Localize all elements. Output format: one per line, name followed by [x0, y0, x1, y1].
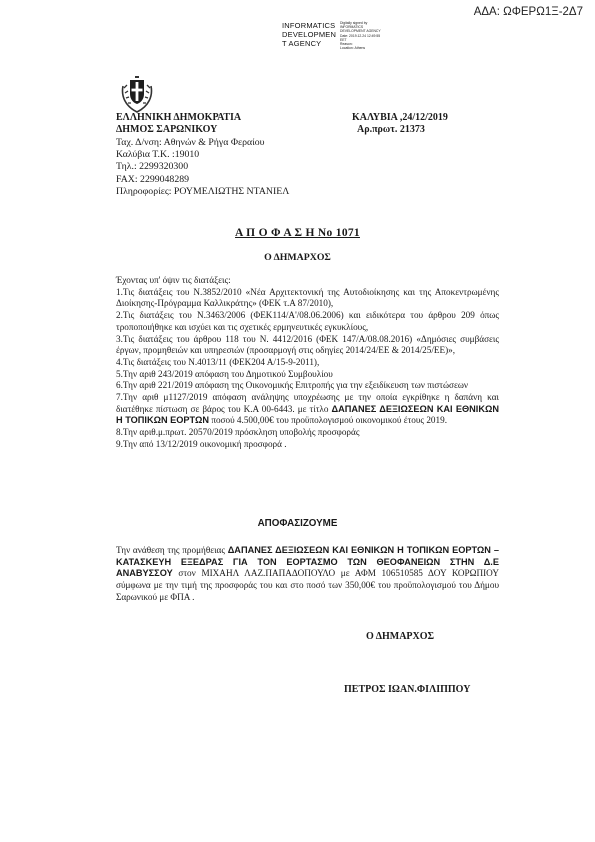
agency-line: T AGENCY — [282, 39, 322, 48]
digital-signature-details — [340, 21, 381, 50]
signature-detail-line: Reason: — [340, 42, 353, 47]
ada-code: ΑΔΑ: ΩΦΕΡΩ1Ξ-2Δ7 — [473, 6, 583, 18]
protocol-number: Αρ.πρωτ. 21373 — [357, 124, 425, 135]
decision-text — [116, 545, 499, 604]
signatory-name: ΠΕΤΡΟΣ ΙΩΑΝ.ΦΙΛΙΠΠΟΥ — [344, 684, 471, 695]
consideration-item: 4.Τις διατάξεις του Ν.4013/11 (ΦΕΚ204 Α/15-9-2011), — [116, 356, 320, 367]
greek-emblem-icon — [119, 74, 155, 114]
consideration-item: 6.Την αριθ 221/2019 απόφαση της Οικονομικής Επιτροπής για την εξειδίκευση των πιστώσεων — [116, 380, 469, 391]
signature-detail-line: DEVELOPMENT AGENCY — [340, 29, 381, 34]
contact-block — [116, 137, 289, 198]
agency-line: DEVELOPMEN — [282, 30, 337, 39]
considerations-body — [116, 275, 499, 451]
decision-title: Α Π Ο Φ Α Σ Η Νο 1071 — [235, 227, 360, 239]
mayor-heading: Ο ΔΗΜΑΡΧΟΣ — [264, 252, 331, 263]
phone: Τηλ.: 2299320300 — [116, 161, 189, 173]
consideration-item: 9.Την από 13/12/2019 οικονομική προσφορά . — [116, 438, 287, 449]
signature-detail-line: INFORMATICS — [340, 25, 364, 30]
signature-detail-line: Date: 2019.12.24 12:49:55 — [340, 33, 381, 38]
agency-line: INFORMATICS — [282, 21, 336, 30]
decide-heading: ΑΠΟΦΑΣΙΖΟΥΜΕ — [257, 518, 338, 529]
decision-subject: ΔΑΠΑΝΕΣ ΔΕΞΙΩΣΕΩΝ ΚΑΙ ΕΘΝΙΚΩΝ Η ΤΟΠΙΚΩΝ ΕΟΡΤΩΝ – ΚΑΤΑΣΚΕΥΗ ΕΞΕΔΡΑΣ ΓΙΑ ΤΟΝ ΕΟΡΤΑΣΜΟ ΤΩΝ ΘΕΟΦΑΝΕΙΩΝ ΣΤΗΝ Δ.Ε ΑΝΑΒΥΣΣΟΥ — [116, 545, 499, 579]
item7-text: 7.Την αριθ μ1127/2019 απόφαση ανάληψης υποχρέωσης με την οποία εγκρίθηκε η δαπάνη και διατέθηκε πίστωση σε βάρος του Κ.Α 00-6443. με τίτλο — [116, 392, 499, 414]
consideration-item: 5.Την αριθ 243/2019 απόφαση του Δημοτικού Συμβουλίου — [116, 368, 333, 379]
fax: FAX: 2299048289 — [116, 173, 190, 185]
decision-intro: Την ανάθεση της προμήθειας — [116, 545, 228, 555]
item7-amount: ποσού 4.500,00€ του προϋπολογισμού οικονομικού έτους 2019. — [209, 415, 448, 426]
consideration-item: 3.Τις διατάξεις του άρθρου 118 του Ν. 4412/2016 (ΦΕΚ 147/Α/08.08.2016) «Δημόσιες συμβάσεις έργων, προμηθειών και υπηρεσιών (προσαρμογή στις οδηγίες 2014/24/ΕΕ & 2014/25/ΕΕ)», — [116, 333, 499, 356]
signature-detail-line: Digitally signed by — [340, 21, 368, 25]
place-date: ΚΑΛΥΒΙΑ ,24/12/2019 — [352, 112, 448, 123]
signature-detail-line: Location: Athens — [340, 46, 366, 51]
item7-budget-title: ΔΑΠΑΝΕΣ ΔΕΞΙΩΣΕΩΝ ΚΑΙ ΕΘΝΙΚΩΝ Η ΤΟΠΙΚΩΝ ΕΟΡΤΩΝ — [116, 403, 499, 426]
city-zip: Καλύβια Τ.Κ. :19010 — [116, 149, 200, 161]
contact-person: Πληροφορίες: ΡΟΥΜΕΛΙΩΤΗΣ ΝΤΑΝΙΕΛ — [116, 185, 290, 197]
municipality-name: ΔΗΜΟΣ ΣΑΡΩΝΙΚΟΥ — [116, 124, 218, 135]
republic-name: ΕΛΛΗΝΙΚΗ ΔΗΜΟΚΡΑΤΙΑ — [116, 112, 242, 123]
signature-detail-line: EET — [340, 37, 347, 42]
signatory-role: Ο ΔΗΜΑΡΧΟΣ — [366, 631, 435, 642]
decision-details: στον ΜΙΧΑΗΛ ΛΑΖ.ΠΑΠΑΔΟΠΟΥΛΟ με ΑΦΜ 106510585 ΔΟΥ ΚΟΡΩΠΙΟΥ σύμφωνα με την τιμή της προσφοράς του και στο ποσό των 350,00€ του προϋπολογισμού του Δήμου Σαρωνικού με ΦΠΑ . — [116, 568, 499, 602]
consideration-item: 1.Τις διατάξεις του Ν.3852/2010 «Νέα Αρχιτεκτονική της Αυτοδιοίκησης και της Αποκεντρωμένης Διοίκησης-Πρόγραμμα Καλλικράτης» (ΦΕΚ τ.Α 87/2010), — [116, 286, 499, 309]
consideration-item: 2.Τις διατάξεις του Ν.3463/2006 (ΦΕΚ114/Α'/08.06.2006) και ειδικότερα του άρθρου 209 όπως τροποποιήθηκε και ισχύει και τις σχετικές ερμηνευτικές εγκυκλίους, — [116, 310, 499, 332]
consideration-item-7 — [116, 392, 499, 427]
decision-body — [116, 545, 499, 604]
address: Ταχ. Δ/νση: Αθηνών & Ρήγα Φεραίου — [116, 137, 265, 148]
consideration-item: 8.Την αριθ.μ.πρωτ. 20570/2019 πρόσκληση υποβολής προσφοράς — [116, 427, 360, 438]
signing-agency — [282, 21, 336, 48]
considerations-intro: Έχοντας υπ' όψιν τις διατάξεις: — [116, 275, 231, 285]
